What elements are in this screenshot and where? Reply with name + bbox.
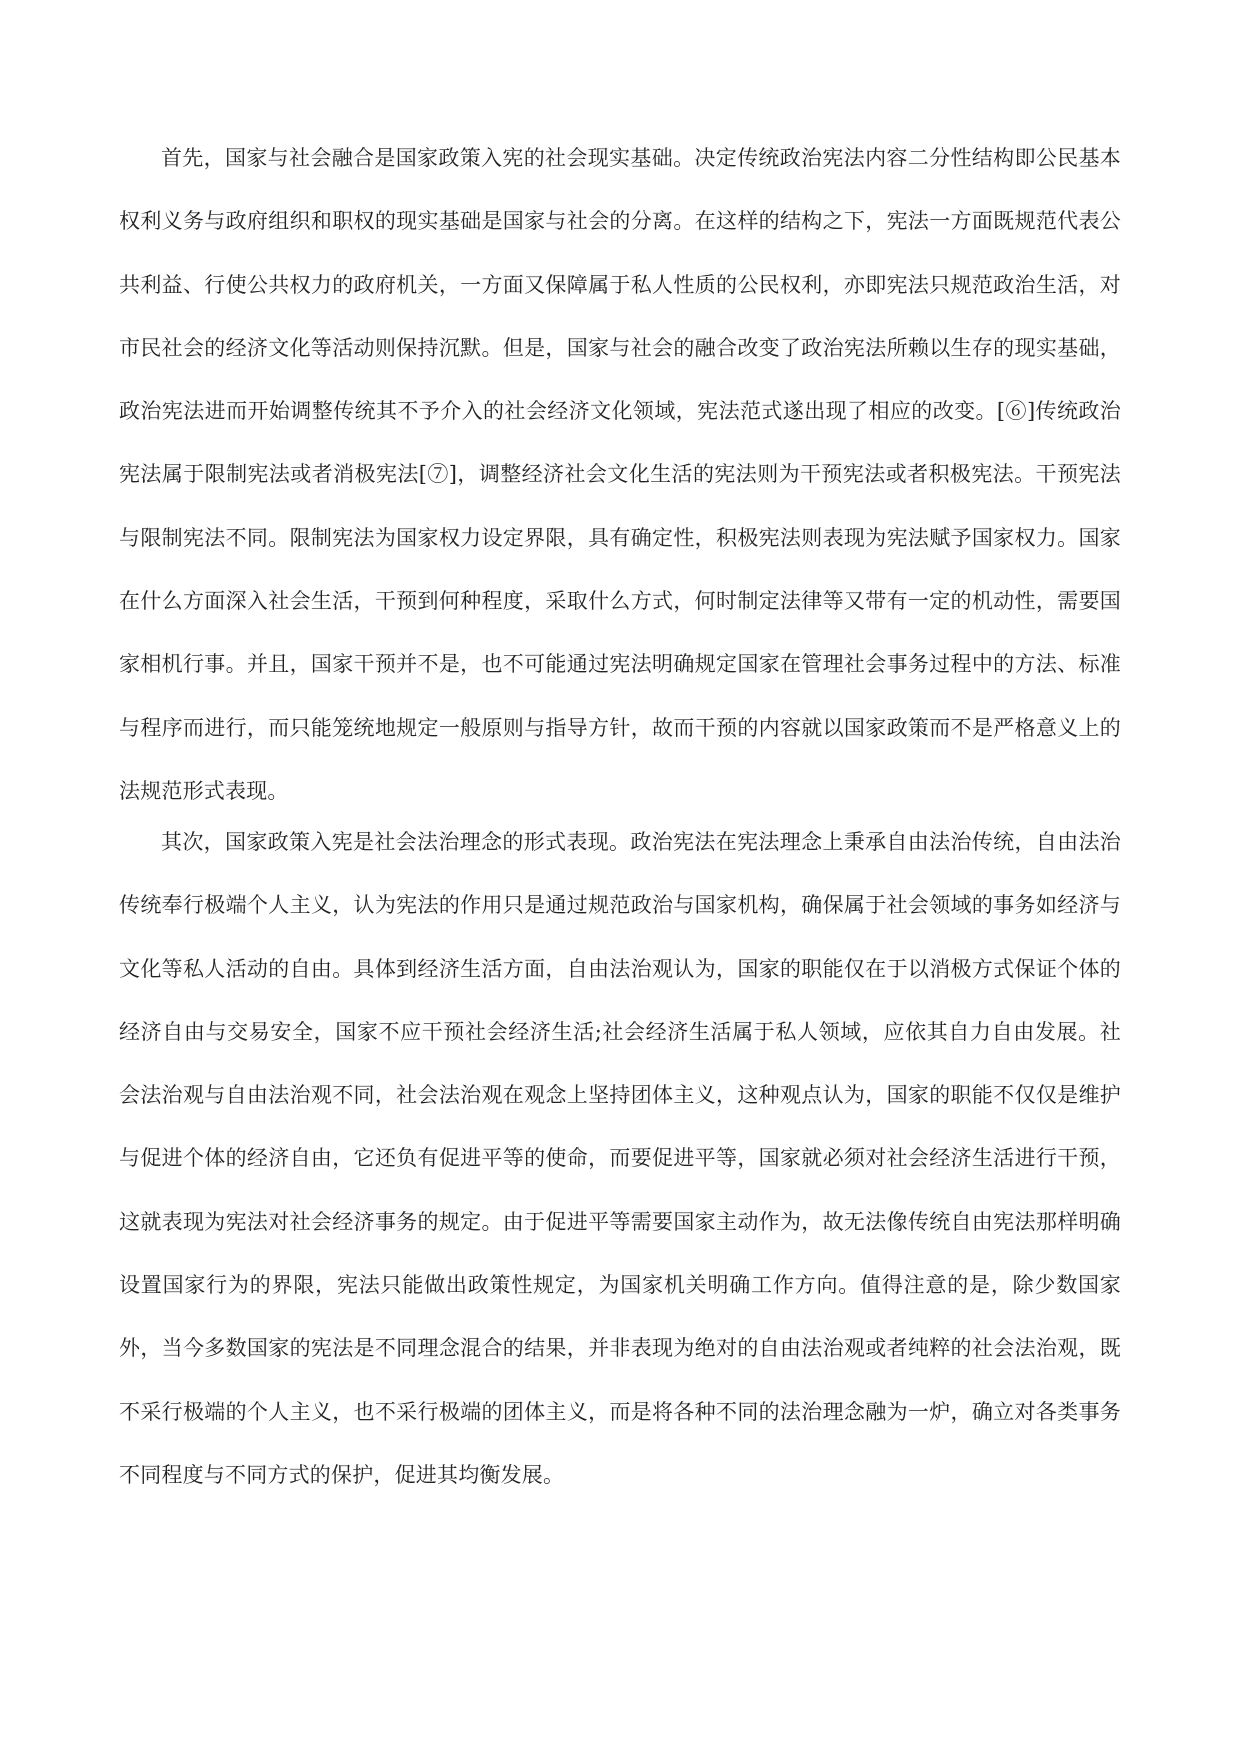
paragraph-1: 首先，国家与社会融合是国家政策入宪的社会现实基础。决定传统政治宪法内容二分性结构即公民基本权利义务与政府组织和职权的现实基础是国家与社会的分离。在这样的结构之下，宪法一方面既规范代表公共利益、行使公共权力的政府机关，一方面又保障属于私人性质的公民权利，亦即宪法只规范政治生活，对市民社会的经济文化等活动则保持沉默。但是，国家与社会的融合改变了政治宪法所赖以生存的现实基础，政治宪法进而开始调整传统其不予介入的社会经济文化领域，宪法范式遂出现了相应的改变。[⑥]传统政治宪法属于限制宪法或者消极宪法[⑦]，调整经济社会文化生活的宪法则为干预宪法或者积极宪法。干预宪法与限制宪法不同。限制宪法为国家权力设定界限，具有确定性，积极宪法则表现为宪法赋予国家权力。国家在什么方面深入社会生活，干预到何种程度，采取什么方式，何时制定法律等又带有一定的机动性，需要国家相机行事。并且，国家干预并不是，也不可能通过宪法明确规定国家在管理社会事务过程中的方法、标准与程序而进行，而只能笼统地规定一般原则与指导方针，故而干预的内容就以国家政策而不是严格意义上的法规范形式表现。	[119, 146, 1121, 803]
paragraph-2: 其次，国家政策入宪是社会法治理念的形式表现。政治宪法在宪法理念上秉承自由法治传统，自由法治传统奉行极端个人主义，认为宪法的作用只是通过规范政治与国家机构，确保属于社会领域的事务如经济与文化等私人活动的自由。具体到经济生活方面，自由法治观认为，国家的职能仅在于以消极方式保证个体的经济自由与交易安全，国家不应干预社会经济生活;社会经济生活属于私人领域，应依其自力自由发展。社会法治观与自由法治观不同，社会法治观在观念上坚持团体主义，这种观点认为，国家的职能不仅仅是维护与促进个体的经济自由，它还负有促进平等的使命，而要促进平等，国家就必须对社会经济生活进行干预，这就表现为宪法对社会经济事务的规定。由于促进平等需要国家主动作为，故无法像传统自由宪法那样明确设置国家行为的界限，宪法只能做出政策性规定，为国家机关明确工作方向。值得注意的是，除少数国家外，当今多数国家的宪法是不同理念混合的结果，并非表现为绝对的自由法治观或者纯粹的社会法治观，既不采行极端的个人主义，也不采行极端的团体主义，而是将各种不同的法治理念融为一炉，确立对各类事务不同程度与不同方式的保护，促进其均衡发展。	[119, 830, 1121, 1487]
